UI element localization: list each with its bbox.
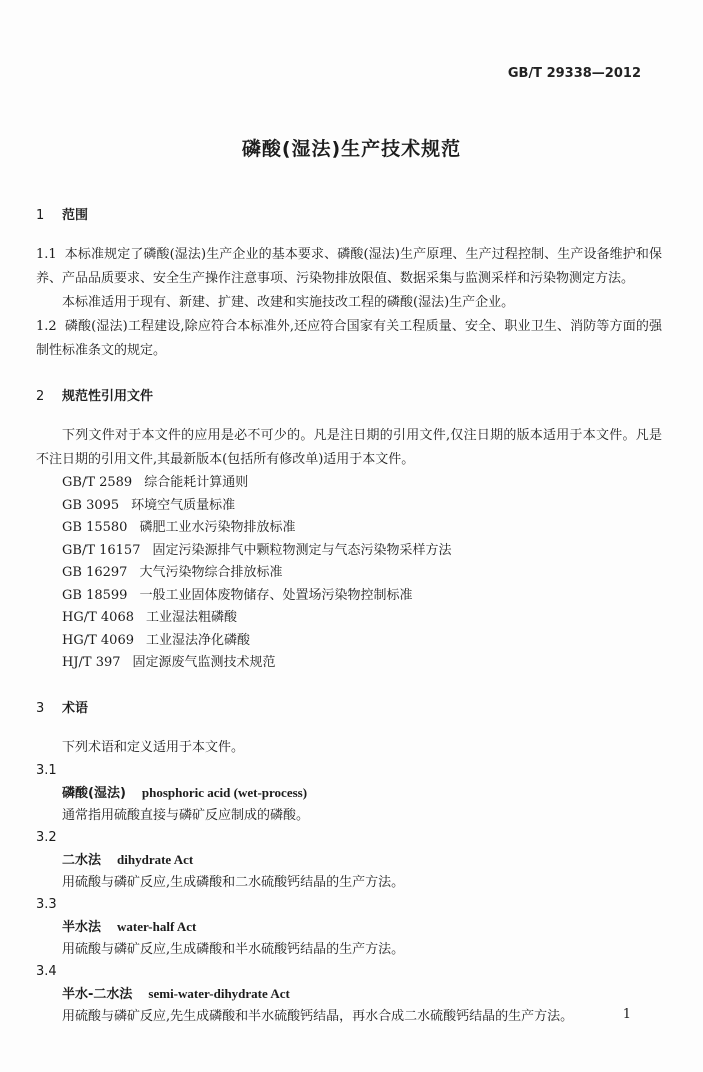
clause-text: 磷酸(湿法)工程建设,除应符合本标准外,还应符合国家有关工程质量、安全、职业卫生、消防等方面的强制性标准条文的规定。 — [36, 319, 662, 358]
term-entry — [36, 894, 662, 961]
clause-text: 本标准规定了磷酸(湿法)生产企业的基本要求、磷酸(湿法)生产原理、生产过程控制、生产设备维护和保养、产品品质要求、安全生产操作注意事项、污染物排放限值、数据采集与监测采样和污染物测定方法。 — [36, 247, 662, 286]
term-name — [36, 849, 662, 872]
section-number: 3 — [36, 700, 45, 716]
reference-code: GB 15580 — [62, 520, 128, 535]
term-name-en: dihydrate Act — [117, 851, 194, 867]
reference-code: GB/T 16157 — [62, 542, 141, 558]
reference-item — [36, 585, 662, 608]
reference-code: HJ/T 397 — [62, 655, 121, 670]
term-number: 3.2 — [36, 829, 57, 845]
reference-item — [36, 517, 662, 540]
term-definition: 通常指用硫酸直接与磷矿反应制成的磷酸。 — [62, 807, 310, 823]
reference-title: 工业湿法粗磷酸 — [146, 610, 238, 625]
term-name-zh: 二水法 — [62, 852, 102, 868]
clause-number: 1.2 — [36, 319, 57, 334]
section-title: 术语 — [62, 700, 89, 716]
term-definition: 用硫酸与磷矿反应,生成磷酸和半水硫酸钙结晶的生产方法。 — [62, 941, 405, 957]
section-number: 2 — [36, 389, 45, 404]
reference-item — [36, 562, 662, 585]
term-name — [36, 916, 662, 939]
reference-title: 磷肥工业水污染物排放标准 — [139, 520, 296, 535]
document-body — [36, 200, 662, 1028]
term-name-zh: 半水-二水法 — [62, 986, 133, 1002]
term-name-en: water-half Act — [117, 918, 197, 934]
clause-1-2 — [36, 315, 662, 363]
term-entry — [36, 961, 662, 1028]
reference-item — [36, 652, 662, 675]
reference-title: 一般工业固体废物储存、处置场污染物控制标准 — [139, 587, 413, 603]
section-2-heading — [36, 385, 662, 404]
reference-item — [36, 495, 662, 518]
reference-code: GB 3095 — [62, 497, 120, 513]
section-3-heading — [36, 697, 662, 716]
page-number: 1 — [622, 1007, 631, 1022]
reference-code: GB 18599 — [62, 587, 128, 603]
section-title: 范围 — [62, 208, 89, 223]
reference-title: 工业湿法净化磷酸 — [146, 632, 251, 648]
term-definition: 用硫酸与磷矿反应,生成磷酸和二水硫酸钙结晶的生产方法。 — [62, 874, 405, 890]
term-name-zh: 磷酸(湿法) — [62, 785, 126, 801]
term-name-en: semi-water-dihydrate Act — [148, 985, 290, 1001]
reference-code: GB/T 2589 — [62, 475, 133, 490]
term-number: 3.3 — [36, 896, 57, 912]
clause-number: 1.1 — [36, 247, 57, 262]
reference-title: 环境空气质量标准 — [131, 497, 236, 513]
reference-code: GB 16297 — [62, 565, 128, 580]
term-entry — [36, 827, 662, 894]
term-number: 3.4 — [36, 963, 57, 979]
term-number: 3.1 — [36, 762, 57, 778]
document-title: 磷酸(湿法)生产技术规范 — [241, 138, 462, 160]
term-name — [36, 983, 662, 1006]
reference-title: 大气污染物综合排放标准 — [139, 565, 283, 580]
paragraph: 下列术语和定义适用于本文件。 — [62, 739, 245, 755]
standard-code: GB/T 29338—2012 — [507, 66, 641, 81]
reference-title: 综合能耗计算通则 — [144, 475, 249, 490]
reference-item — [36, 607, 662, 630]
reference-item — [36, 472, 662, 495]
term-definition: 用硫酸与磷矿反应,先生成磷酸和半水硫酸钙结晶，再水合成二水硫酸钙结晶的生产方法。 — [62, 1008, 574, 1024]
reference-title: 固定源废气监测技术规范 — [132, 655, 276, 670]
reference-item — [36, 540, 662, 563]
clause-1-1 — [36, 243, 662, 291]
reference-code: HG/T 4069 — [62, 632, 134, 648]
term-name-en: phosphoric acid (wet-process) — [141, 784, 308, 800]
section-1-heading — [36, 204, 662, 223]
term-name-zh: 半水法 — [62, 919, 102, 935]
reference-list — [36, 472, 662, 675]
reference-title: 固定污染源排气中颗粒物测定与气态污染物采样方法 — [152, 542, 452, 558]
term-name — [36, 782, 662, 805]
section-title: 规范性引用文件 — [62, 389, 154, 404]
reference-item — [36, 630, 662, 653]
paragraph: 下列文件对于本文件的应用是必不可少的。凡是注日期的引用文件,仅注日期的版本适用于本文件。凡是不注日期的引用文件,其最新版本(包括所有修改单)适用于本文件。 — [36, 428, 662, 467]
reference-code: HG/T 4068 — [62, 610, 134, 625]
paragraph: 本标准适用于现有、新建、扩建、改建和实施技改工程的磷酸(湿法)生产企业。 — [62, 295, 515, 310]
section-number: 1 — [36, 208, 45, 223]
term-entry — [36, 760, 662, 827]
